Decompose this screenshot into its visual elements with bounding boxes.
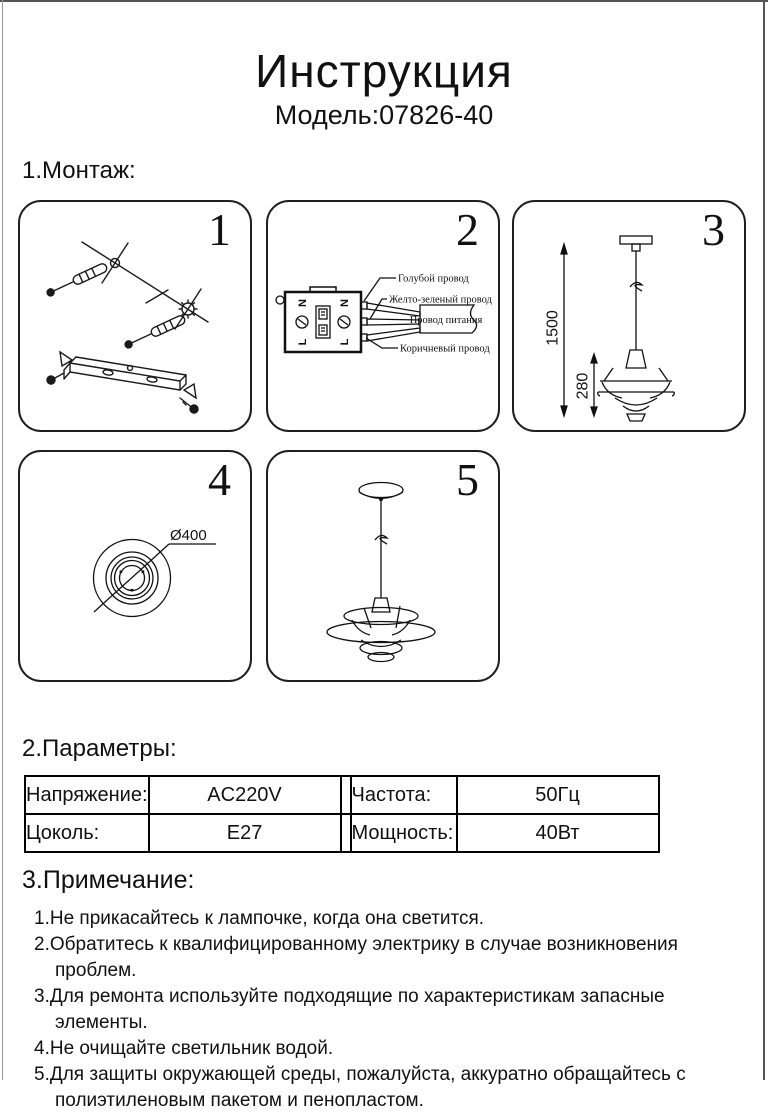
montage-panel-4 [18,450,252,682]
dim-total-height-label: 1500 [544,310,562,346]
note-item: 3.Для ремонта используйте подходящие по характеристикам запасные элементы. [34,986,665,1033]
wire-label-yellow-green: Желто-зеленый провод [389,294,492,306]
montage-panel-1 [18,200,252,432]
params-table [24,775,660,853]
terminal-l-left: L [296,338,309,346]
terminal-l-right: L [338,338,351,346]
wire-label-blue: Голубой провод [398,273,469,285]
montage-panel-5 [266,450,500,682]
param-value-power: 40Вт [457,814,659,852]
diameter-label: Ø400 [170,527,207,544]
section-heading-montage: 1.Монтаж: [22,157,136,184]
param-label-voltage: Напряжение: [25,776,149,814]
panel-number: 3 [702,204,725,255]
montage-panel-3 [512,200,746,432]
panel-number: 4 [208,454,231,505]
note-item: 4.Не очищайте светильник водой. [34,1038,334,1059]
notes-list [34,906,726,1114]
note-item: 5.Для защиты окружающей среды, пожалуйста, аккуратно обращайтесь с полиэтиленовым пакетом и пенопластом. [34,1064,686,1111]
page-right-edge [763,0,765,1080]
section-heading-notes: 3.Примечание: [22,866,195,894]
param-label-power: Мощность: [351,814,457,852]
montage-panel-2 [266,200,500,432]
power-cable-label: Провод питания [409,315,483,326]
param-value-socket: E27 [149,814,341,852]
terminal-n-right: N [338,299,351,307]
table-row [25,814,659,852]
model-number: Модель:07826-40 [274,100,494,130]
wire-label-brown: Коричневый провод [400,343,490,355]
section-heading-params: 2.Параметры: [22,735,177,762]
table-divider [341,776,351,814]
note-item: 1.Не прикасайтесь к лампочке, когда она светится. [34,908,485,929]
dim-shade-height-label: 280 [574,372,592,400]
panel-number: 2 [456,204,479,255]
page-top-edge [0,0,768,2]
param-label-socket: Цоколь: [25,814,149,852]
page-left-edge [2,0,3,1080]
terminal-n-left: N [296,299,309,307]
panel-number: 1 [208,204,231,255]
param-value-frequency: 50Гц [457,776,659,814]
note-item: 2.Обратитесь к квалифицированному электрику в случае возникновения проблем. [34,934,678,981]
table-divider [341,814,351,852]
page-title: Инструкция [255,45,513,97]
table-row [25,776,659,814]
param-label-frequency: Частота: [351,776,457,814]
panel-number: 5 [456,454,479,505]
param-value-voltage: AC220V [149,776,341,814]
